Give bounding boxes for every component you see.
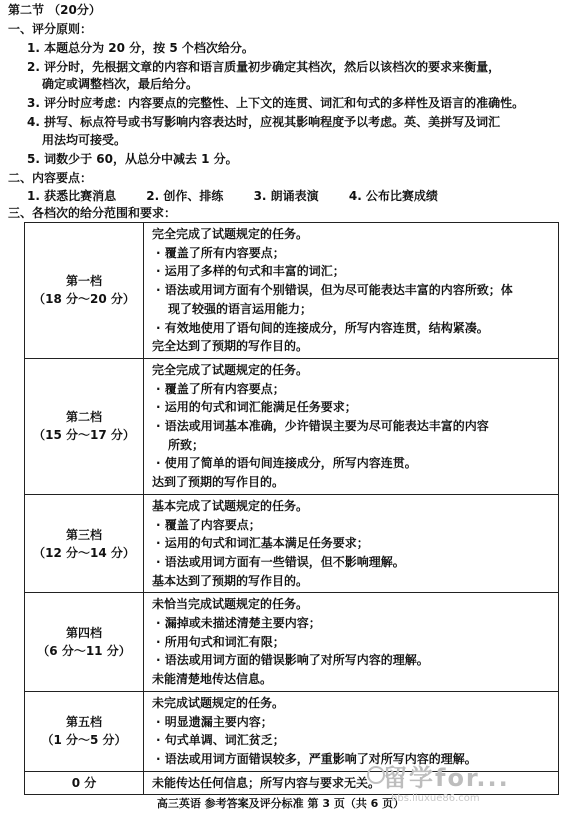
desc-line: · 语法或用词方面的错误影响了对所写内容的理解。 (156, 653, 429, 668)
desc-line: 完全完成了试题规定的任务。 (152, 362, 309, 377)
table-row (25, 358, 559, 494)
table-row (25, 494, 559, 593)
level-name: 第四档 (65, 626, 102, 641)
level-cell (25, 223, 144, 359)
desc-line: 现了较强的语言运用能力； (168, 301, 313, 316)
principle-4b: 用法均可接受。 (42, 133, 127, 147)
desc-line: · 句式单调、词汇贫乏； (156, 733, 285, 748)
watermark-site: bbs.liuxue86.com (391, 793, 480, 804)
content-point-3: 3. 朗诵表演 (253, 189, 319, 203)
desc-line: 未完成试题规定的任务。 (152, 695, 285, 710)
section-title: 第二节 （20分） (8, 3, 101, 17)
desc-line: 完全达到了预期的写作目的。 (152, 339, 309, 354)
content-points-heading: 二、内容要点： (8, 171, 93, 185)
level-name: 0 分 (71, 776, 97, 791)
desc-line: 未恰当完成试题规定的任务。 (152, 597, 309, 612)
table-row (25, 593, 559, 692)
principle-2b: 确定或调整档次，最后给分。 (42, 77, 199, 91)
desc-line: · 运用的句式和词汇基本满足任务要求； (156, 536, 369, 551)
content-point-4: 4. 公布比赛成绩 (348, 189, 438, 203)
page-footer: 高三英语 参考答案及评分标准 第 3 页（共 6 页） (156, 797, 405, 810)
table-row (25, 223, 559, 359)
level-range: （6 分～11 分） (37, 644, 131, 659)
level-description (144, 358, 559, 494)
desc-line: · 运用了多样的句式和丰富的词汇； (156, 264, 345, 279)
desc-line: · 覆盖了所有内容要点； (156, 245, 285, 260)
principle-3: 3. 评分时应考虑：内容要点的完整性、上下文的连贯、词汇和句式的多样性及语言的准确性。 (27, 96, 525, 110)
watermark-text: 留学for... (383, 764, 510, 792)
content-point-1: 1. 获悉比赛消息 (27, 189, 117, 203)
level-range: （18 分～20 分） (33, 292, 135, 307)
scoring-table (24, 222, 559, 795)
level-cell (25, 358, 144, 494)
level-description (144, 494, 559, 593)
desc-line: 达到了预期的写作目的。 (152, 475, 285, 490)
level-cell (25, 494, 144, 593)
level-range: （12 分～14 分） (33, 545, 135, 560)
watermark-logo-icon (367, 766, 385, 784)
principle-5: 5. 词数少于 60，从总分中减去 1 分。 (27, 152, 238, 166)
level-name: 第二档 (65, 410, 102, 425)
desc-line: · 语法或用词方面有一些错误，但不影响理解。 (156, 554, 405, 569)
level-cell (25, 593, 144, 692)
desc-line: 基本达到了预期的写作目的。 (152, 573, 309, 588)
desc-line: · 运用的句式和词汇能满足任务要求； (156, 400, 357, 415)
desc-line: 基本完成了试题规定的任务。 (152, 498, 309, 513)
desc-line: · 覆盖了所有内容要点； (156, 381, 285, 396)
desc-line: 所致； (168, 437, 205, 452)
level-range: （1 分～5 分） (41, 733, 127, 748)
desc-line: 未能清楚地传达信息。 (152, 672, 273, 687)
principles-heading: 一、评分原则： (8, 22, 93, 36)
principle-1: 1. 本题总分为 20 分，按 5 个档次给分。 (27, 41, 254, 55)
ranges-heading: 三、各档次的给分范围和要求： (8, 206, 177, 220)
principle-4a: 4. 拼写、标点符号或书写影响内容表达时，应视其影响程度予以考虑。英、美拼写及词汇 (27, 115, 501, 129)
desc-line: · 漏掉或未描述清楚主要内容； (156, 616, 321, 631)
desc-line: · 使用了简单的语句间连接成分，所写内容连贯。 (156, 456, 417, 471)
level-description (144, 223, 559, 359)
level-name: 第一档 (65, 274, 102, 289)
desc-line: · 语法或用词方面有个别错误，但为尽可能表达丰富的内容所致；体 (156, 283, 513, 298)
content-point-2: 2. 创作、排练 (146, 189, 224, 203)
watermark (383, 758, 553, 802)
level-cell (25, 771, 144, 795)
level-description (144, 593, 559, 692)
desc-line: 完全完成了试题规定的任务。 (152, 227, 309, 241)
content-points-row (27, 188, 464, 204)
desc-line: · 明显遗漏主要内容； (156, 714, 273, 729)
desc-line: · 有效地使用了语句间的连接成分，所写内容连贯，结构紧凑。 (156, 320, 489, 335)
level-cell (25, 691, 144, 771)
desc-line: · 语法或用词基本准确，少许错误主要为尽可能表达丰富的内容 (156, 419, 489, 434)
desc-line: · 覆盖了内容要点； (156, 517, 261, 532)
principle-2a: 2. 评分时，先根据文章的内容和语言质量初步确定其档次，然后以该档次的要求来衡量， (27, 60, 501, 74)
level-name: 第三档 (65, 527, 102, 542)
desc-line: 未能传达任何信息；所写内容与要求无关。 (152, 775, 381, 790)
desc-line: · 语法或用词方面错误较多，严重影响了对所写内容的理解。 (156, 751, 477, 766)
level-name: 第五档 (65, 715, 102, 730)
desc-line: · 所用句式和词汇有限； (156, 634, 285, 649)
level-range: （15 分～17 分） (33, 428, 135, 443)
